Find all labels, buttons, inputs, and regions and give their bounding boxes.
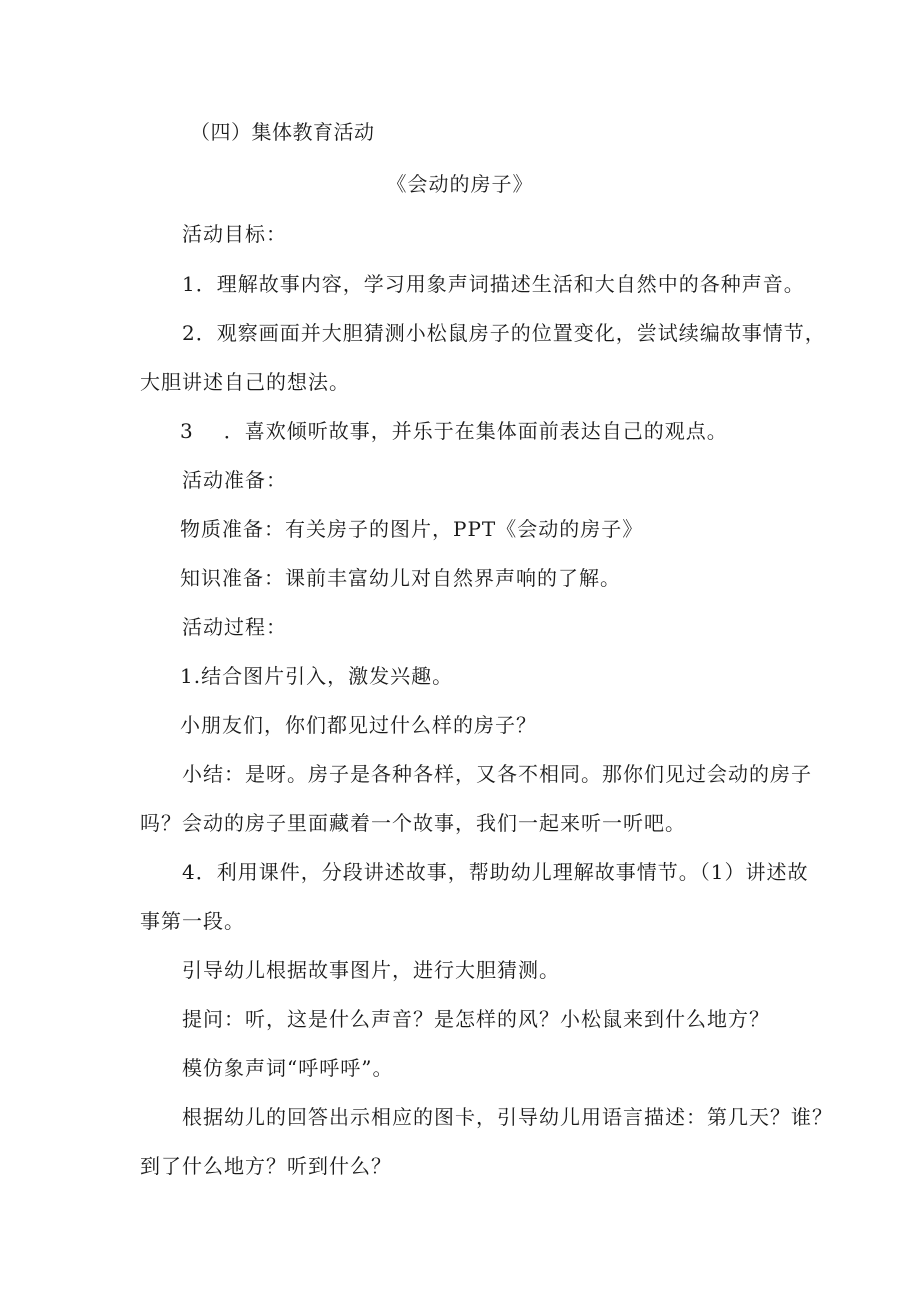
summary-line-1: 小结：是呀。房子是各种各样，又各不相同。那你们见过会动的房子 xyxy=(182,762,812,786)
goal-1: 1．理解故事内容，学习用象声词描述生活和大自然中的各种声音。 xyxy=(182,272,805,296)
step-4-line-1: 4．利用课件，分段讲述故事，帮助幼儿理解故事情节。（1）讲述故 xyxy=(182,860,809,884)
summary-line-2: 吗？会动的房子里面藏着一个故事，我们一起来听一听吧。 xyxy=(140,811,686,835)
prep-label: 活动准备： xyxy=(182,468,287,492)
knowledge-prep: 知识准备：课前丰富幼儿对自然界声响的了解。 xyxy=(180,566,621,590)
process-label: 活动过程： xyxy=(182,615,287,639)
step-1: 1.结合图片引入，激发兴趣。 xyxy=(180,664,454,688)
question-1: 小朋友们，你们都见过什么样的房子？ xyxy=(180,713,537,737)
section-heading: （四）集体教育活动 xyxy=(190,120,375,144)
question-2: 提问：听，这是什么声音？是怎样的风？小松鼠来到什么地方？ xyxy=(182,1007,770,1031)
material-prep: 物质准备：有关房子的图片，PPT《会动的房子》 xyxy=(180,517,644,541)
goal-3-text: ．喜欢倾听故事，并乐于在集体面前表达自己的观点。 xyxy=(223,419,728,443)
goal-2-line-1: 2．观察画面并大胆猜测小松鼠房子的位置变化，尝试续编故事情节， xyxy=(182,321,826,345)
guide-2-line-1: 根据幼儿的回答出示相应的图卡，引导幼儿用语言描述：第几天？谁？ xyxy=(182,1105,833,1129)
goal-3-number: 3 xyxy=(180,419,194,443)
page-title: 《会动的房子》 xyxy=(386,172,534,196)
goal-3 xyxy=(180,419,728,443)
goal-2-line-2: 大胆讲述自己的想法。 xyxy=(140,370,350,394)
guide-2-line-2: 到了什么地方？听到什么？ xyxy=(140,1154,392,1178)
guide-1: 引导幼儿根据故事图片，进行大胆猜测。 xyxy=(182,958,560,982)
step-4-line-2: 事第一段。 xyxy=(140,909,245,933)
imitate-line: 模仿象声词“呼呼呼”。 xyxy=(182,1056,394,1080)
goals-label: 活动目标： xyxy=(182,222,287,246)
